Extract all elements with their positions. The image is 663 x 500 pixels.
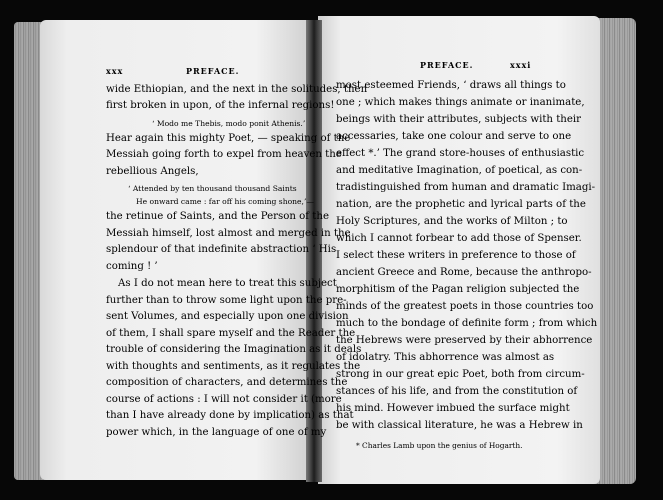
right-line-4: accessaries, take one colour and serve to one: [336, 131, 572, 142]
left-line-19: composition of characters, and determines the: [106, 377, 348, 388]
right-line-14: minds of the greatest poets in those countries too: [336, 301, 594, 312]
left-line-9: the retinue of Saints, and the Person of the: [106, 211, 329, 222]
right-line-11: I select these writers in preference to those of: [336, 250, 576, 261]
right-line-12: ancient Greece and Rome, because the anthropo-: [336, 267, 592, 278]
right-line-18: strong in our great epic Poet, both from circum-: [336, 369, 585, 380]
right-page-edges: [594, 18, 636, 484]
left-line-1: wide Ethiopian, and the next in the solitudes, then: [106, 84, 368, 95]
left-line-15: sent Volumes, and especially upon one division: [106, 311, 349, 322]
left-quote-1: ‘ Modo me Thebis, modo ponit Athenis.’: [152, 119, 306, 128]
right-line-21: be with classical literature, he was a Hebrew in: [336, 420, 583, 431]
right-line-6: and meditative Imagination, of poetical, as con-: [336, 165, 583, 176]
right-line-5: effect *.’ The grand store-houses of enthusiastic: [336, 148, 585, 159]
left-line-22: power which, in the language of one of my: [106, 427, 327, 438]
left-line-21: than I have already done by implication) as that: [106, 410, 354, 421]
right-line-1: most esteemed Friends, ‘ draws all things to: [336, 80, 566, 91]
right-line-20: his mind. However imbued the surface might: [336, 403, 570, 414]
left-quote-2: ‘ Attended by ten thousand thousand Saints: [128, 184, 297, 193]
left-quote-3: He onward came : far off his coming shone,’—: [136, 197, 314, 206]
left-line-10: Messiah himself, lost almost and merged in the: [106, 228, 351, 239]
left-line-13: As I do not mean here to treat this subject: [118, 278, 337, 289]
right-page-number: xxxi: [510, 60, 532, 70]
left-line-20: course of actions : I will not consider it (more: [106, 394, 342, 405]
left-line-14: further than to throw some light upon the pre-: [106, 295, 347, 306]
left-line-18: with thoughts and sentiments, as it regulates the: [106, 361, 361, 372]
right-line-10: which I cannot forbear to add those of Spenser.: [336, 233, 582, 244]
left-line-12: coming ! ’: [106, 261, 158, 272]
left-line-4: Hear again this mighty Poet, — speaking of the: [106, 133, 351, 144]
left-line-17: trouble of considering the Imagination as it deals: [106, 344, 362, 355]
left-page-number: xxx: [106, 66, 124, 76]
right-footnote: * Charles Lamb upon the genius of Hogarth.: [356, 441, 523, 450]
right-line-2: one ; which makes things animate or inanimate,: [336, 97, 585, 108]
right-line-7: tradistinguished from human and dramatic Imagi-: [336, 182, 596, 193]
right-line-9: Holy Scriptures, and the works of Milton ; to: [336, 216, 568, 227]
right-line-15: much to the bondage of definite form ; from which: [336, 318, 598, 329]
left-running-head: PREFACE.: [186, 66, 240, 76]
left-line-5: Messiah going forth to expel from heaven the: [106, 149, 342, 160]
left-line-6: rebellious Angels,: [106, 166, 199, 177]
right-line-13: morphitism of the Pagan religion subjected the: [336, 284, 580, 295]
left-line-16: of them, I shall spare myself and the Reader the: [106, 328, 356, 339]
left-line-11: splendour of that indefinite abstraction ‘ His: [106, 244, 337, 255]
right-line-17: of idolatry. This abhorrence was almost as: [336, 352, 555, 363]
right-line-3: beings with their attributes, subjects with their: [336, 114, 582, 125]
right-line-19: stances of his life, and from the constitution of: [336, 386, 578, 397]
right-line-16: the Hebrews were preserved by their abhorrence: [336, 335, 593, 346]
right-running-head: PREFACE.: [420, 60, 474, 70]
right-line-8: nation, are the prophetic and lyrical parts of the: [336, 199, 586, 210]
left-line-2: first broken in upon, of the infernal regions!: [106, 100, 335, 111]
